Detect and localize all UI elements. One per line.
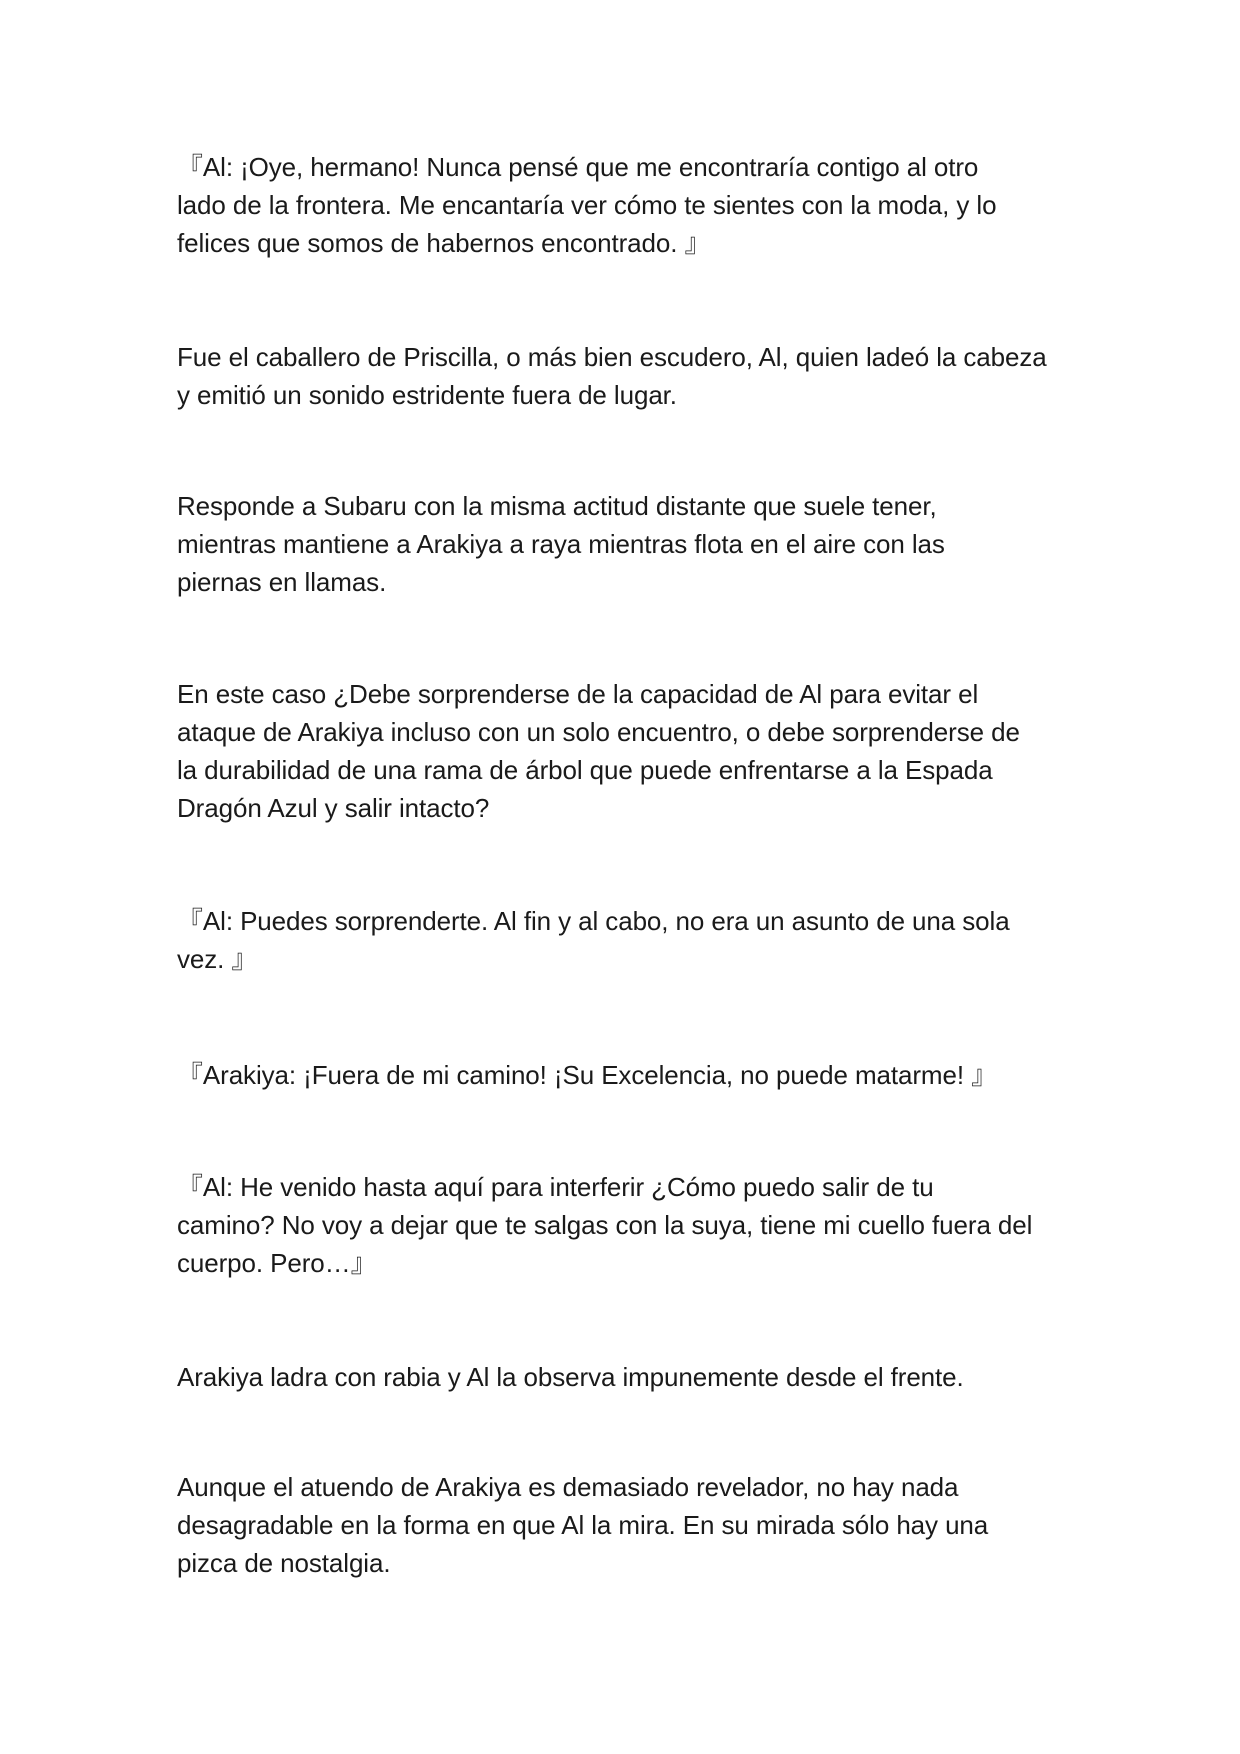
paragraph-dialogue-al-surprise: 『Al: Puedes sorprenderte. Al fin y al cabo, no era un asunto de una sola vez. 』 bbox=[177, 906, 1010, 974]
paragraph-dialogue-al-greeting: 『Al: ¡Oye, hermano! Nunca pensé que me encontraría contigo al otro lado de la frontera. Me encantaría ver cómo te sientes con la moda, y lo felices que somos de habernos encontrado. 』 bbox=[177, 152, 997, 258]
paragraph-dialogue-al-interfere: 『Al: He venido hasta aquí para interferir ¿Cómo puedo salir de tu camino? No voy a dejar que te salgas con la suya, tiene mi cuello fuera del cuerpo. Pero…』 bbox=[177, 1172, 1033, 1278]
paragraph-narration-subaru: Responde a Subaru con la misma actitud distante que suele tener, mientras mantiene a Arakiya a raya mientras flota en el aire con las piernas en llamas. bbox=[177, 491, 945, 597]
paragraph-narration-al-knight: Fue el caballero de Priscilla, o más bien escudero, Al, quien ladeó la cabeza y emitió un sonido estridente fuera de lugar. bbox=[177, 342, 1047, 410]
paragraph-dialogue-arakiya: 『Arakiya: ¡Fuera de mi camino! ¡Su Excelencia, no puede matarme! 』 bbox=[177, 1060, 997, 1090]
paragraph-narration-surprise: En este caso ¿Debe sorprenderse de la capacidad de Al para evitar el ataque de Arakiya incluso con un solo encuentro, o debe sorprenderse de la durabilidad de una rama de árbol que puede enfrentarse a la Espada Dragón Azul y salir intacto? bbox=[177, 679, 1020, 823]
paragraph-narration-nostalgia: Aunque el atuendo de Arakiya es demasiado revelador, no hay nada desagradable en la forma en que Al la mira. En su mirada sólo hay una pizca de nostalgia. bbox=[177, 1472, 989, 1578]
paragraph-narration-arakiya-barks: Arakiya ladra con rabia y Al la observa impunemente desde el frente. bbox=[177, 1362, 964, 1392]
